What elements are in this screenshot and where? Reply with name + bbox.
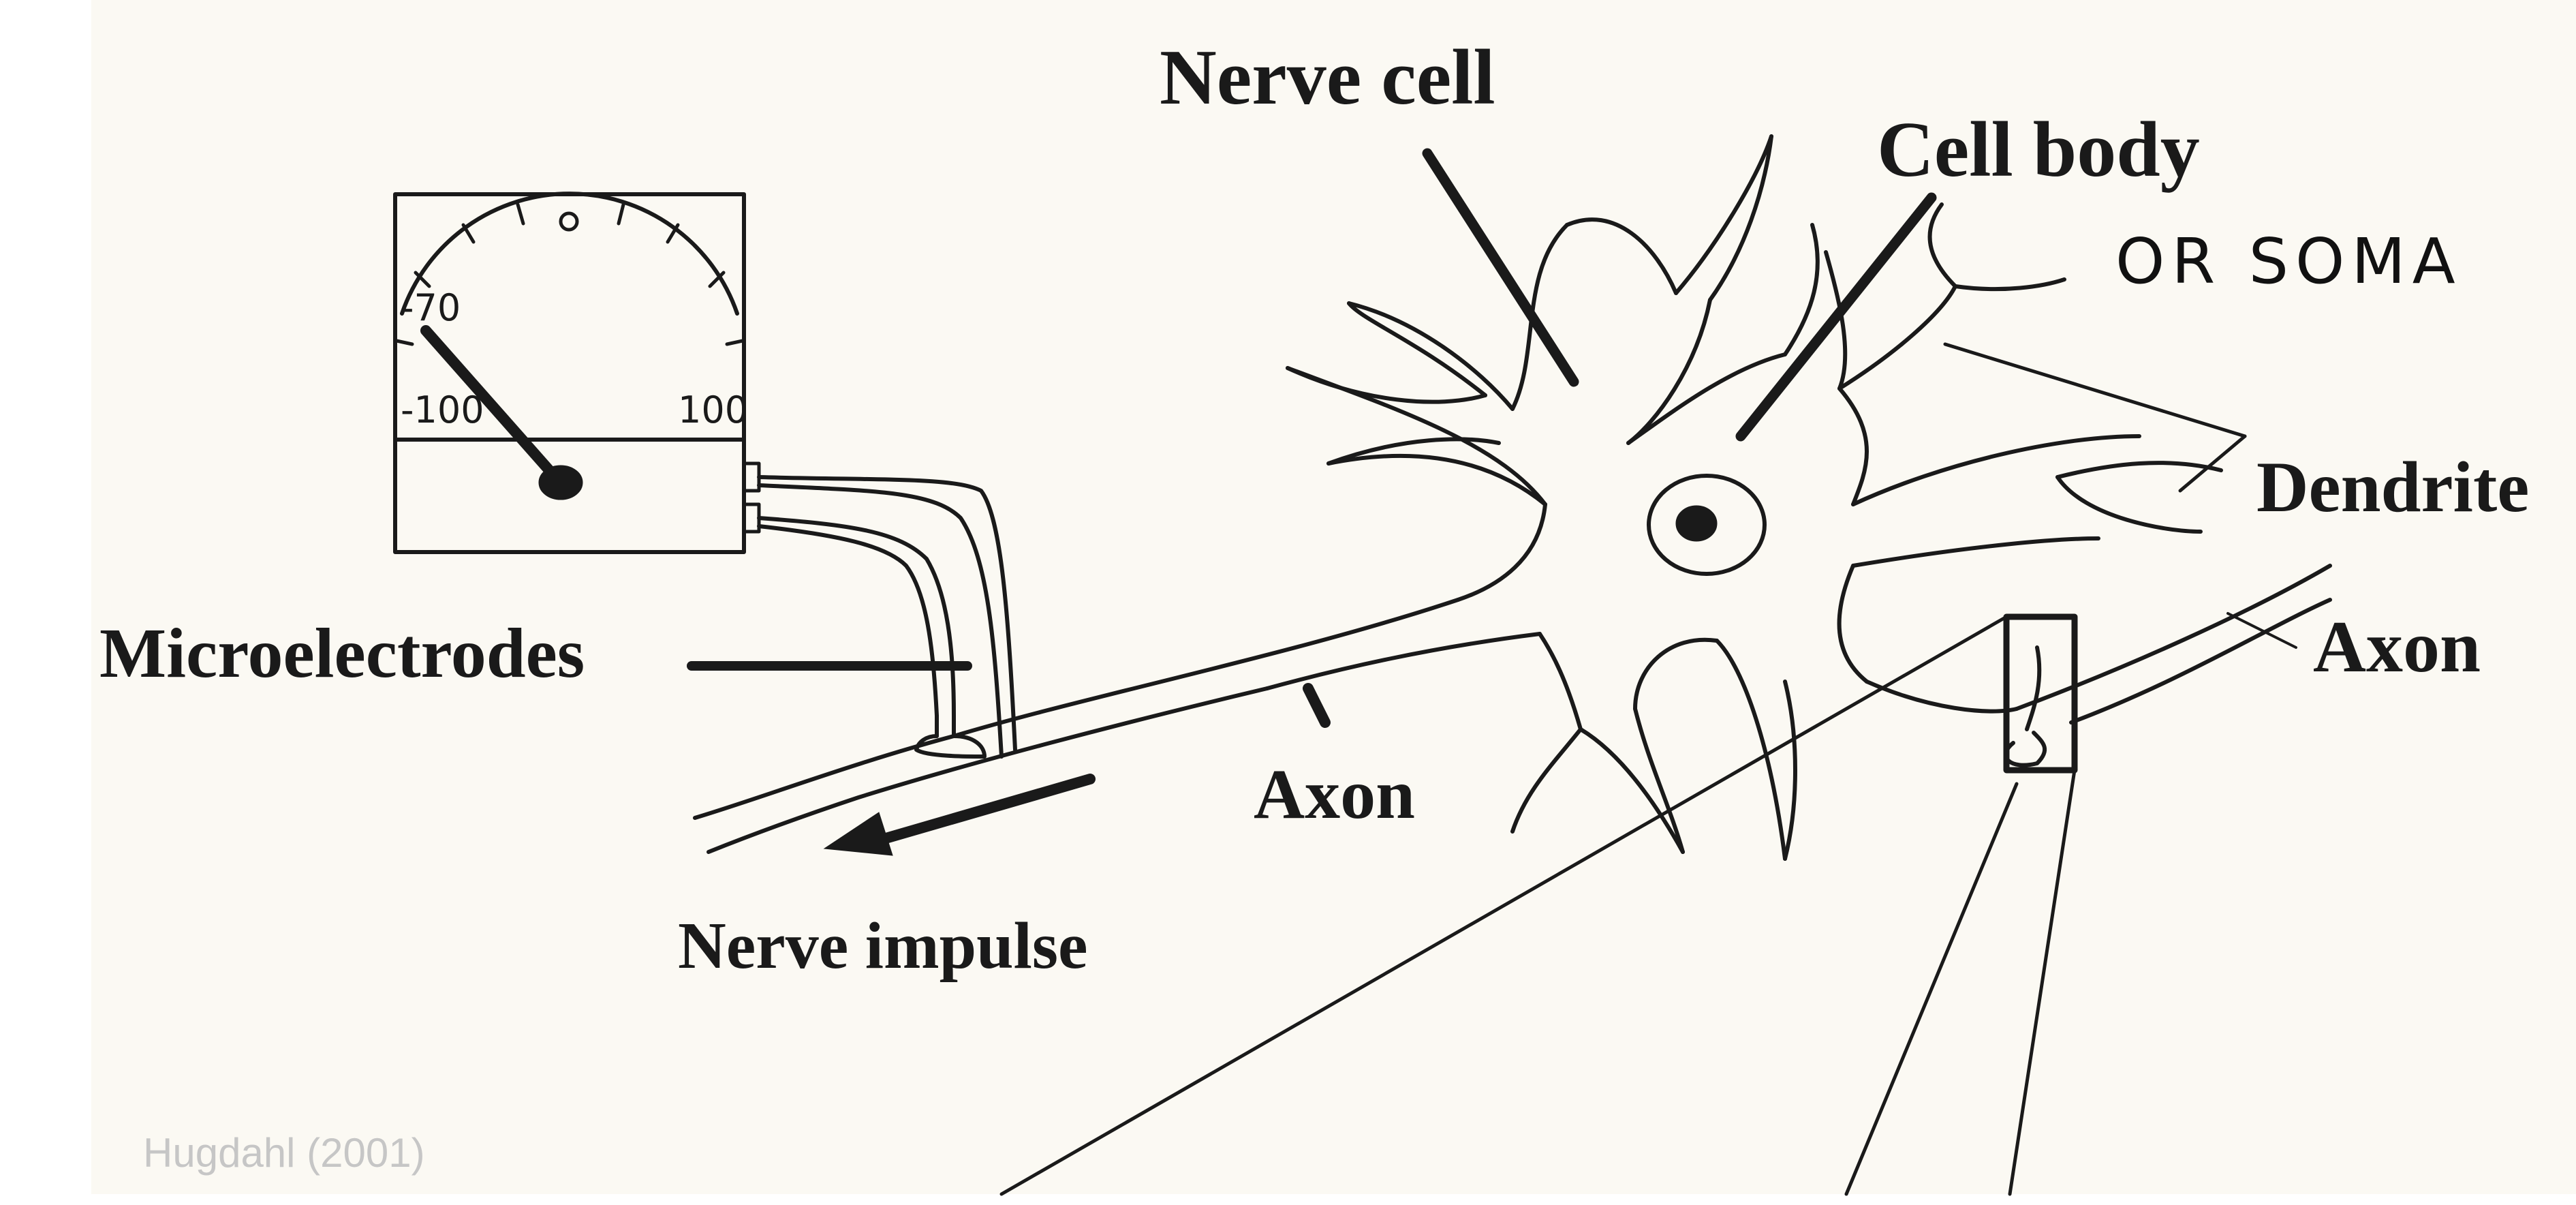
meter-max-label: 100 [678,388,749,431]
label-microelectrodes: Microelectrodes [99,614,585,692]
label-nerve-cell: Nerve cell [1160,34,1495,121]
label-dendrite: Dendrite [2256,447,2530,527]
diagram-panel [91,0,2576,1194]
label-axon-center: Axon [1254,755,1415,834]
label-axon-right: Axon [2313,607,2481,688]
label-cell-body: Cell body [1877,106,2200,194]
source-credit: Hugdahl (2001) [143,1130,425,1176]
label-nerve-impulse: Nerve impulse [678,909,1088,983]
meter-needle-hub [539,466,583,500]
label-soma-note: OR SOMA [2115,225,2462,298]
meter-reading-label: -70 [401,286,461,329]
meter-min-label: -100 [401,388,484,431]
